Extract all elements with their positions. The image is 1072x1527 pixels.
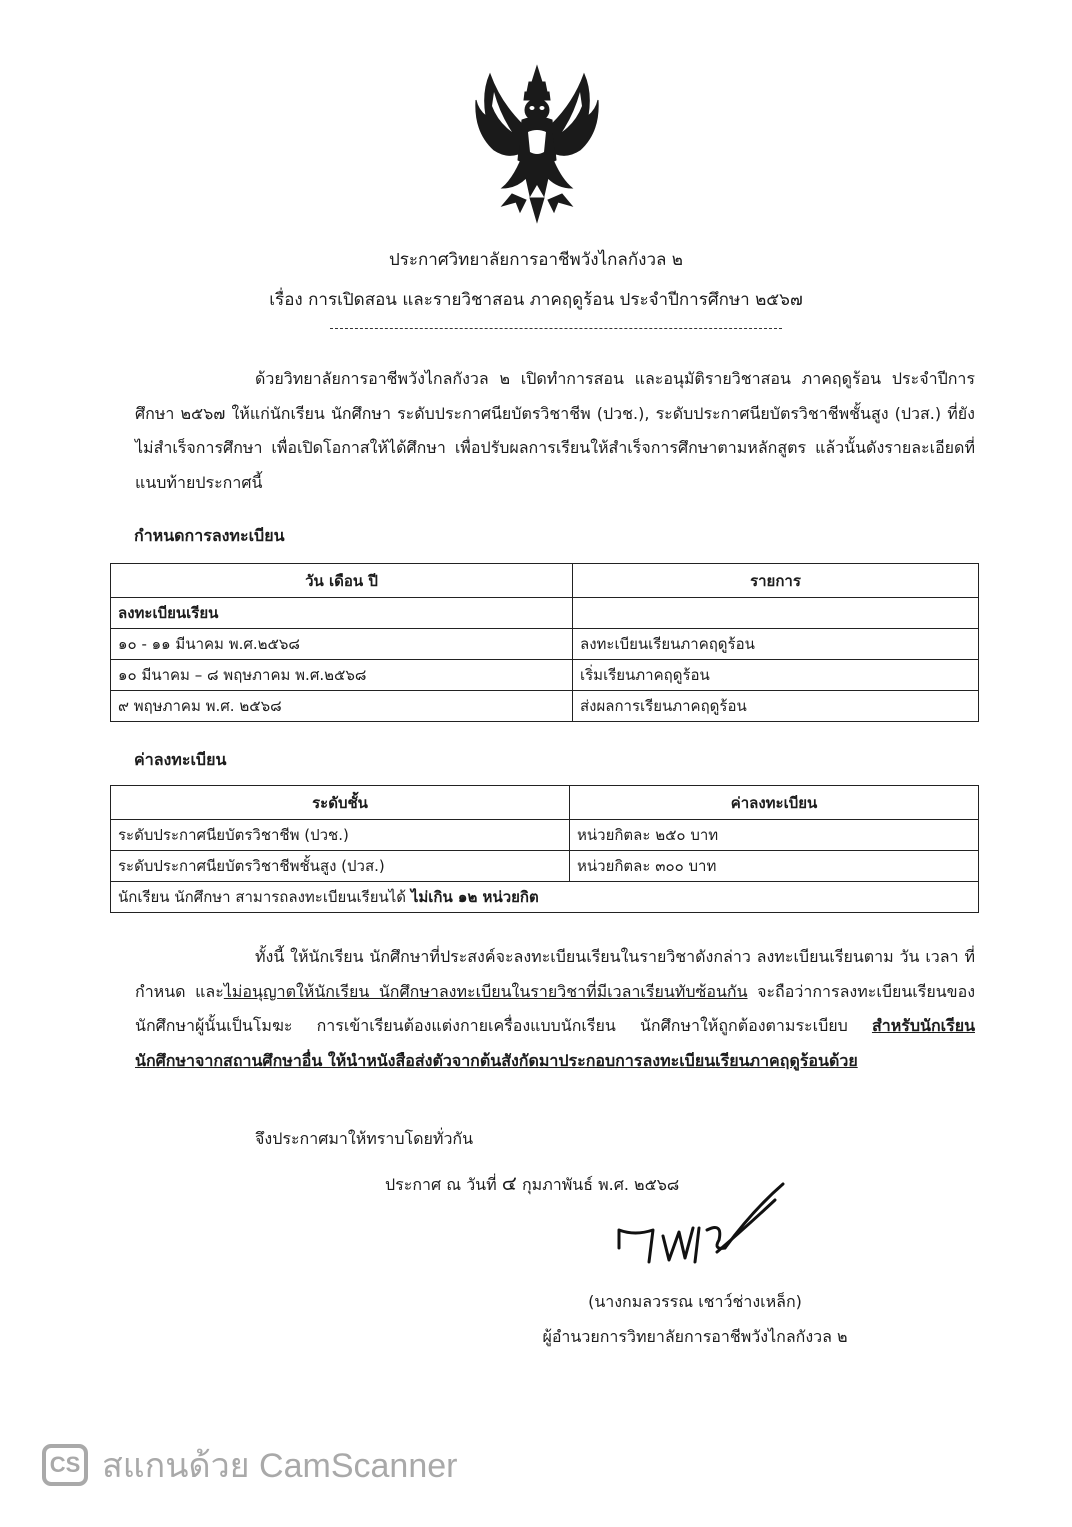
fee-amount: หน่วยกิตละ ๓๐๐ บาท — [570, 851, 979, 882]
date-day-handwritten: ๔ — [501, 1171, 517, 1195]
dashed-divider — [330, 328, 782, 329]
schedule-item: เริ่มเรียนภาคฤดูร้อน — [573, 660, 979, 691]
conditions-paragraph — [135, 940, 975, 1078]
schedule-item: ลงทะเบียนเรียนภาคฤดูร้อน — [573, 629, 979, 660]
overlap-prohibition-text: ไม่อนุญาตให้นักเรียน นักศึกษาลงทะเบียนในรายวิชาที่มีเวลาเรียนทับซ้อนกัน — [223, 981, 748, 1001]
signer-name: (นางกมลวรรณ เชาว์ช่างเหล็ก) — [588, 1292, 802, 1311]
registration-schedule-table — [110, 563, 979, 722]
table-row — [111, 882, 979, 913]
column-header-level: ระดับชั้น — [111, 786, 570, 820]
schedule-date: ๙ พฤษภาคม พ.ศ. ๒๕๖๘ — [111, 691, 573, 722]
column-header-date: วัน เดือน ปี — [111, 564, 573, 598]
table-row — [111, 629, 979, 660]
table-row — [111, 660, 979, 691]
intro-paragraph: ด้วยวิทยาลัยการอาชีพวังไกลกังวล ๒ เปิดทำการสอน และอนุมัติรายวิชาสอน ภาคฤดูร้อน ประจำปีการศึกษา ๒๕๖๗ ให้แก่นักเรียน นักศึกษา ระดับประกาศนียบัตรวิชาชีพ (ปวช.), ระดับประกาศนียบัตรวิชาชีพชั้นสูง (ปวส.) ที่ยังไม่สำเร็จการศึกษา เพื่อเปิดโอกาสให้ได้ศึกษา เพื่อปรับผลการเรียนให้สำเร็จการศึกษาตามหลักสูตร แล้วนั้นดังรายละเอียดที่แนบท้ายประกาศนี้ — [135, 369, 975, 492]
registration-fees-table — [110, 785, 979, 913]
credit-limit-value: ไม่เกิน ๑๒ หน่วยกิต — [410, 888, 539, 906]
announcement-subject: เรื่อง การเปิดสอน และรายวิชาสอน ภาคฤดูร้อน ประจำปีการศึกษา ๒๕๖๗ — [269, 290, 803, 310]
signature-icon — [605, 1170, 795, 1275]
table-row — [111, 598, 979, 629]
conditions-text: จะถือว่าการลงทะเบียนเรียนของนักศึกษาผู้นั้นเป็นโมฆะ การเข้าเรียนต้องแต่งกายเครื่องแบบนักเรียน นักศึกษาให้ถูกต้องตามระเบียบ — [135, 981, 976, 1035]
fee-amount: หน่วยกิตละ ๒๕๐ บาท — [570, 820, 979, 851]
table-row — [111, 691, 979, 722]
camscanner-watermark — [42, 1440, 457, 1490]
table-header-row — [111, 564, 979, 598]
registration-schedule-heading: กำหนดการลงทะเบียน — [134, 526, 285, 545]
credit-limit-note — [111, 882, 979, 913]
date-suffix: กุมภาพันธ์ พ.ศ. ๒๕๖๘ — [516, 1175, 680, 1194]
column-header-fee: ค่าลงทะเบียน — [570, 786, 979, 820]
table-header-row — [111, 786, 979, 820]
schedule-date: ๑๐ มีนาคม – ๘ พฤษภาคม พ.ศ.๒๕๖๘ — [111, 660, 573, 691]
garuda-emblem-icon — [472, 62, 602, 230]
group-label: ลงทะเบียนเรียน — [111, 598, 573, 629]
watermark-text: สแกนด้วย CamScanner — [102, 1447, 458, 1485]
announcement-title: ประกาศวิทยาลัยการอาชีพวังไกลกังวล ๒ — [388, 250, 684, 270]
column-header-item: รายการ — [573, 564, 979, 598]
external-student-notice: สำหรับนักเรียน นักศึกษาจากสถานศึกษาอื่น ให้นำหนังสือส่งตัวจากต้นสังกัดมาประกอบการลงทะเบียนเรียนภาคฤดูร้อนด้วย — [135, 1016, 975, 1070]
empty-cell — [573, 598, 979, 629]
table-row — [111, 820, 979, 851]
signer-title: ผู้อำนวยการวิทยาลัยการอาชีพวังไกลกังวล ๒ — [542, 1327, 848, 1346]
schedule-item: ส่งผลการเรียนภาคฤดูร้อน — [573, 691, 979, 722]
date-prefix: ประกาศ ณ วันที่ — [385, 1175, 502, 1194]
conditions-text: ทั้งนี้ ให้นักเรียน นักศึกษาที่ประสงค์จะลงทะเบียนเรียนในรายวิชาดังกล่าว ลงทะเบียนเรียนตาม วัน เวลา ที่กำหนด และ — [135, 947, 975, 1001]
fee-level: ระดับประกาศนียบัตรวิชาชีพ (ปวช.) — [111, 820, 570, 851]
credit-limit-note-text: นักเรียน นักศึกษา สามารถลงทะเบียนเรียนได้ — [118, 888, 411, 906]
registration-fees-heading: ค่าลงทะเบียน — [134, 750, 227, 769]
schedule-date: ๑๐ - ๑๑ มีนาคม พ.ศ.๒๕๖๘ — [111, 629, 573, 660]
camscanner-logo-icon: CS — [42, 1444, 88, 1486]
closing-statement: จึงประกาศมาให้ทราบโดยทั่วกัน — [255, 1129, 474, 1148]
table-row — [111, 851, 979, 882]
fee-level: ระดับประกาศนียบัตรวิชาชีพชั้นสูง (ปวส.) — [111, 851, 570, 882]
